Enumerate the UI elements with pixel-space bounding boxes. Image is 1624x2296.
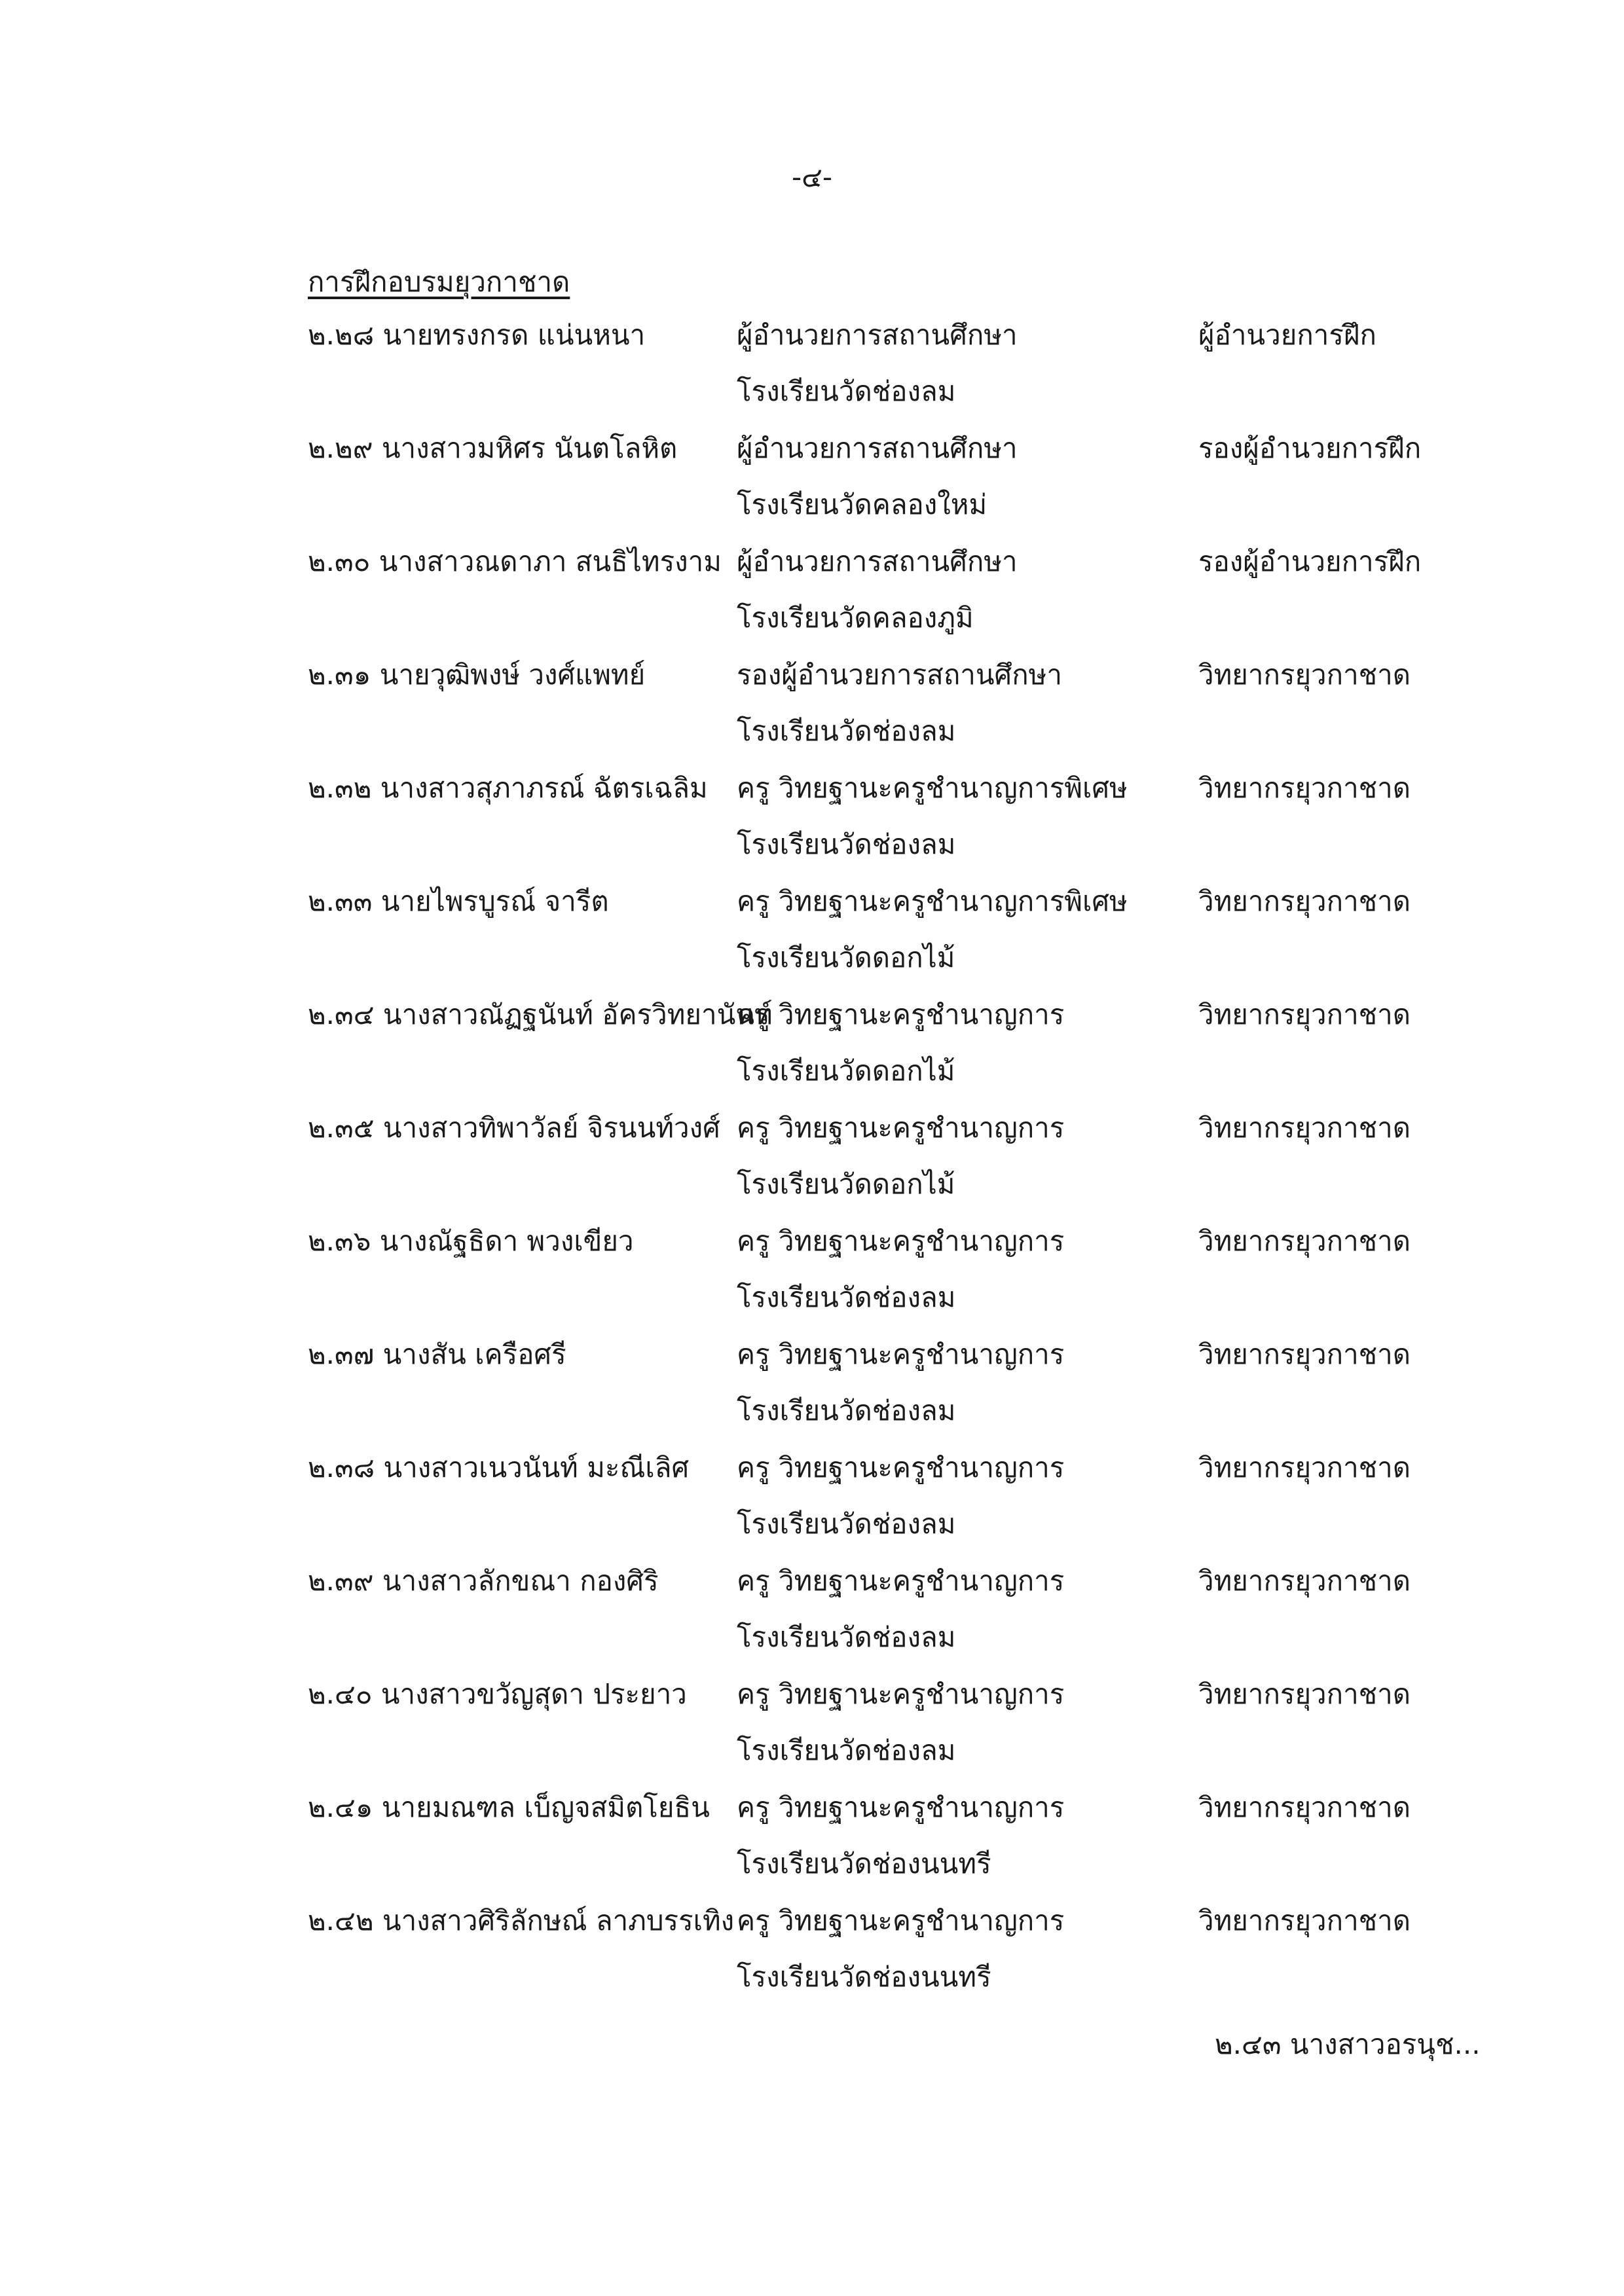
person-school: โรงเรียนวัดช่องลม [737, 1621, 956, 1653]
person-role: วิทยากรยุวกาชาด [1198, 1112, 1411, 1144]
person-school: โรงเรียนวัดช่องลม [737, 828, 956, 860]
list-item [308, 1789, 1447, 1903]
person-name: ๒.๓๕ นางสาวทิพาวัลย์ จิรนนท์วงศ์ [308, 1112, 720, 1144]
person-position: ครู วิทยฐานะครูชำนาญการ [737, 1225, 1065, 1257]
section-title: การฝึกอบรมยุวกาชาด [308, 266, 570, 298]
person-name: ๒.๔๒ นางสาวศิริลักษณ์ ลาภบรรเทิง [308, 1904, 735, 1937]
list-item [308, 1676, 1447, 1789]
list-item [308, 1223, 1447, 1336]
person-position: ครู วิทยฐานะครูชำนาญการพิเศษ [737, 772, 1128, 804]
person-name: ๒.๓๓ นายไพรบูรณ์ จารีต [308, 885, 609, 917]
person-school: โรงเรียนวัดดอกไม้ [737, 1055, 955, 1087]
list-item [308, 1110, 1447, 1223]
list-item [308, 1903, 1447, 2016]
person-name: ๒.๓๘ นางสาวเนวนันท์ มะณีเลิศ [308, 1451, 690, 1484]
person-name: ๒.๓๙ นางสาวลักขณา กองศิริ [308, 1565, 659, 1597]
person-role: วิทยากรยุวกาชาด [1198, 659, 1411, 691]
continuation-note: ๒.๔๓ นางสาวอรนุช... [1215, 2028, 1481, 2060]
list-item [308, 1449, 1447, 1563]
person-name: ๒.๔๑ นายมณฑล เบ็ญจสมิตโยธิน [308, 1791, 710, 1823]
list-item [308, 543, 1447, 657]
list-item [308, 883, 1447, 996]
person-role: วิทยากรยุวกาชาด [1198, 1904, 1411, 1937]
person-name: ๒.๒๘ นายทรงกรด แน่นหนา [308, 319, 646, 351]
person-school: โรงเรียนวัดช่องลม [737, 1394, 956, 1427]
person-position: ครู วิทยฐานะครูชำนาญการ [737, 1451, 1065, 1484]
person-position: ครู วิทยฐานะครูชำนาญการ [737, 1678, 1065, 1710]
list-item [308, 657, 1447, 770]
person-name: ๒.๔๐ นางสาวขวัญสุดา ประยาว [308, 1678, 687, 1710]
person-position: ครู วิทยฐานะครูชำนาญการ [737, 998, 1065, 1030]
person-school: โรงเรียนวัดช่องนนทรี [737, 1848, 991, 1880]
list-item [308, 430, 1447, 543]
person-name: ๒.๒๙ นางสาวมหิศร นันตโลหิต [308, 432, 678, 464]
person-position: ครู วิทยฐานะครูชำนาญการ [737, 1338, 1065, 1370]
person-position: ผู้อำนวยการสถานศึกษา [737, 319, 1018, 351]
person-name: ๒.๓๖ นางณัฐธิดา พวงเขียว [308, 1225, 634, 1257]
list-item [308, 1336, 1447, 1449]
list-item [308, 770, 1447, 883]
person-role: วิทยากรยุวกาชาด [1198, 1451, 1411, 1484]
list-item [308, 996, 1447, 1110]
person-role: รองผู้อำนวยการฝึก [1198, 432, 1422, 464]
person-school: โรงเรียนวัดช่องลม [737, 375, 956, 407]
person-role: วิทยากรยุวกาชาด [1198, 1565, 1411, 1597]
person-position: ผู้อำนวยการสถานศึกษา [737, 545, 1018, 577]
person-role: ผู้อำนวยการฝึก [1198, 319, 1376, 351]
person-school: โรงเรียนวัดช่องลม [737, 1281, 956, 1313]
person-school: โรงเรียนวัดคลองภูมิ [737, 602, 974, 634]
page-number: -๔- [791, 161, 833, 193]
person-role: วิทยากรยุวกาชาด [1198, 1225, 1411, 1257]
person-role: วิทยากรยุวกาชาด [1198, 885, 1411, 917]
person-school: โรงเรียนวัดคลองใหม่ [737, 488, 987, 520]
person-school: โรงเรียนวัดช่องลม [737, 715, 956, 747]
person-school: โรงเรียนวัดดอกไม้ [737, 1168, 955, 1200]
person-role: วิทยากรยุวกาชาด [1198, 772, 1411, 804]
person-position: ครู วิทยฐานะครูชำนาญการ [737, 1112, 1065, 1144]
person-name: ๒.๓๑ นายวุฒิพงษ์ วงศ์แพทย์ [308, 659, 646, 691]
person-school: โรงเรียนวัดช่องลม [737, 1508, 956, 1540]
person-role: วิทยากรยุวกาชาด [1198, 998, 1411, 1030]
person-role: วิทยากรยุวกาชาด [1198, 1338, 1411, 1370]
list-item [308, 317, 1447, 430]
person-role: วิทยากรยุวกาชาด [1198, 1791, 1411, 1823]
person-position: รองผู้อำนวยการสถานศึกษา [737, 659, 1062, 691]
person-school: โรงเรียนวัดช่องนนทรี [737, 1961, 991, 1993]
person-role: วิทยากรยุวกาชาด [1198, 1678, 1411, 1710]
person-school: โรงเรียนวัดช่องลม [737, 1734, 956, 1766]
person-position: ครู วิทยฐานะครูชำนาญการ [737, 1904, 1065, 1937]
person-role: รองผู้อำนวยการฝึก [1198, 545, 1422, 577]
list-item [308, 1563, 1447, 1676]
person-name: ๒.๓๒ นางสาวสุภาภรณ์ ฉัตรเฉลิม [308, 772, 708, 804]
person-name: ๒.๓๐ นางสาวณดาภา สนธิไทรงาม [308, 545, 722, 577]
person-position: ครู วิทยฐานะครูชำนาญการ [737, 1565, 1065, 1597]
person-position: ครู วิทยฐานะครูชำนาญการ [737, 1791, 1065, 1823]
person-name: ๒.๓๗ นางสัน เครือศรี [308, 1338, 566, 1370]
person-position: ครู วิทยฐานะครูชำนาญการพิเศษ [737, 885, 1128, 917]
person-name: ๒.๓๔ นางสาวณัฏฐนันท์ อัครวิทยานันท์ [308, 998, 773, 1030]
person-position: ผู้อำนวยการสถานศึกษา [737, 432, 1018, 464]
staff-list [308, 317, 1447, 2016]
person-school: โรงเรียนวัดดอกไม้ [737, 941, 955, 974]
